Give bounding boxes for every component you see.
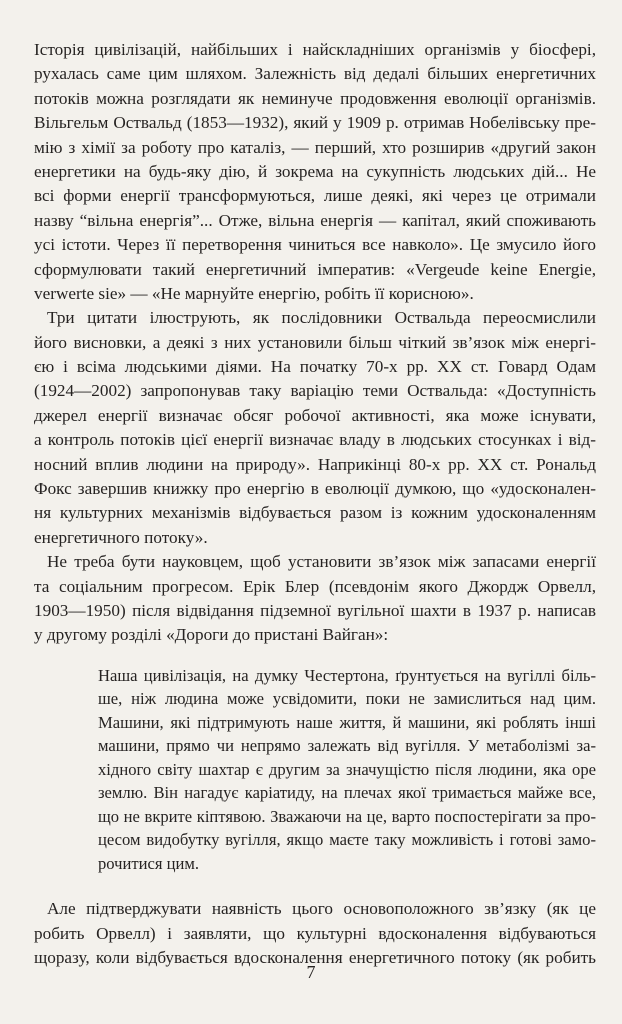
- text-line: Фокс завершив книжку про енергію в еволюції думкою, що «удосконален-: [34, 479, 596, 499]
- quote-line: що не вкрите кіптявою. Зважаючи на це, варто поспостерігати за про-: [98, 806, 596, 826]
- text-line: (1924—2002) запропонував таку варіацію теми Оствальда: «Доступність: [34, 381, 596, 401]
- paragraph-1: [34, 38, 596, 306]
- paragraph-2: [34, 306, 596, 550]
- text-line: усі істоти. Через її перетворення чиниться все навколо». Це змусило його: [34, 235, 596, 255]
- paragraph-4: [34, 897, 596, 970]
- quote-line: Машини, які підтримують наше життя, й машини, які роблять інші: [98, 712, 596, 732]
- quote-line: Наша цивілізація, на думку Честертона, ґрунтується на вугіллі біль-: [98, 665, 596, 685]
- text-line: всі форми енергії трансформуються, лише деякі, які через це отримали: [34, 186, 596, 206]
- text-line: потоків можна розглядати як неминуче продовження еволюції організмів.: [34, 88, 596, 108]
- text-line: назву “вільна енергія”... Отже, вільна енергія — капітал, який споживають: [34, 210, 596, 230]
- text-line: Вільгельм Оствальд (1853—1932), який у 1909 р. отримав Нобелівську пре-: [34, 113, 596, 133]
- quote-line: рочитися цим.: [98, 853, 200, 873]
- text-line: сформулювати такий енергетичний імператив: «Vergeude keine Energie,: [34, 259, 596, 279]
- quote-line: хідного світу шахтар є другим за значущістю після людини, яка оре: [98, 759, 596, 779]
- text-line: джерел енергії визначає обсяг робочої активності, яка може існувати,: [34, 405, 596, 425]
- text-line: мію з хімії за роботу про каталіз, — перший, хто розширив «другий закон: [34, 137, 596, 157]
- text-line: та соціальним прогресом. Ерік Блер (псевдонім якого Джордж Орвелл,: [34, 576, 596, 596]
- block-quote: [98, 664, 596, 876]
- text-line: енергетичного потоку».: [34, 527, 208, 547]
- text-line: Історія цивілізацій, найбільших і найскладніших організмів у біосфері,: [34, 40, 596, 59]
- text-line: 1903—1950) після відвідання підземної вугільної шахти в 1937 р. написав: [34, 600, 596, 620]
- quote-line: машини, прямо чи непрямо залежать від вугілля. У метаболізмі за-: [98, 736, 596, 756]
- quote-line: цесом видобутку вугілля, якщо маєте таку можливість і готові замо-: [98, 830, 596, 850]
- page-number: 7: [306, 962, 316, 982]
- text-line: Але підтверджувати наявність цього основоположного зв’язку (як це: [47, 899, 596, 919]
- text-line: у другому розділі «Дороги до пристані Вайган»:: [34, 625, 389, 645]
- text-line: щоразу, коли відбувається вдосконалення енергетичного потоку (як робить: [34, 948, 596, 968]
- text-line: робить Орвелл) і заявляти, що культурні вдосконалення відбуваються: [34, 923, 596, 943]
- text-line: verwerte sie» — «Не марнуйте енергію, робіть її корисною».: [34, 283, 474, 303]
- quote-line: ше, ніж людина може усвідомити, поки не замислиться над цим.: [98, 689, 596, 709]
- text-line: ня культурних механізмів відбувається разом із кожним удосконаленням: [34, 503, 596, 523]
- paragraph-3: [34, 550, 596, 648]
- text-line: Не треба бути науковцем, щоб установити зв’язок між запасами енергії: [47, 552, 596, 572]
- quote-line: землю. Він нагадує каріатиду, на плечах якої тримається майже все,: [98, 783, 596, 803]
- page-body: [34, 38, 596, 970]
- text-line: енергетики на будь-яку дію, й зокрема на сукупність людських дій... Не: [34, 161, 596, 181]
- text-line: носний вплив людини на природу». Наприкінці 80-х рр. XX ст. Рональд: [34, 454, 596, 474]
- text-line: а контроль потоків цієї енергії визначає владу в людських стосунках і від-: [34, 430, 596, 450]
- text-line: Три цитати ілюструють, як послідовники Оствальда переосмислили: [47, 308, 596, 328]
- text-line: його висновки, а деякі з них установили більш чіткий зв’язок між енергі-: [34, 332, 596, 352]
- text-line: рухалась саме цим шляхом. Залежність від дедалі більших енергетичних: [34, 64, 596, 84]
- text-line: єю і всіма людськими діями. На початку 70-х рр. XX ст. Говард Одам: [34, 357, 596, 377]
